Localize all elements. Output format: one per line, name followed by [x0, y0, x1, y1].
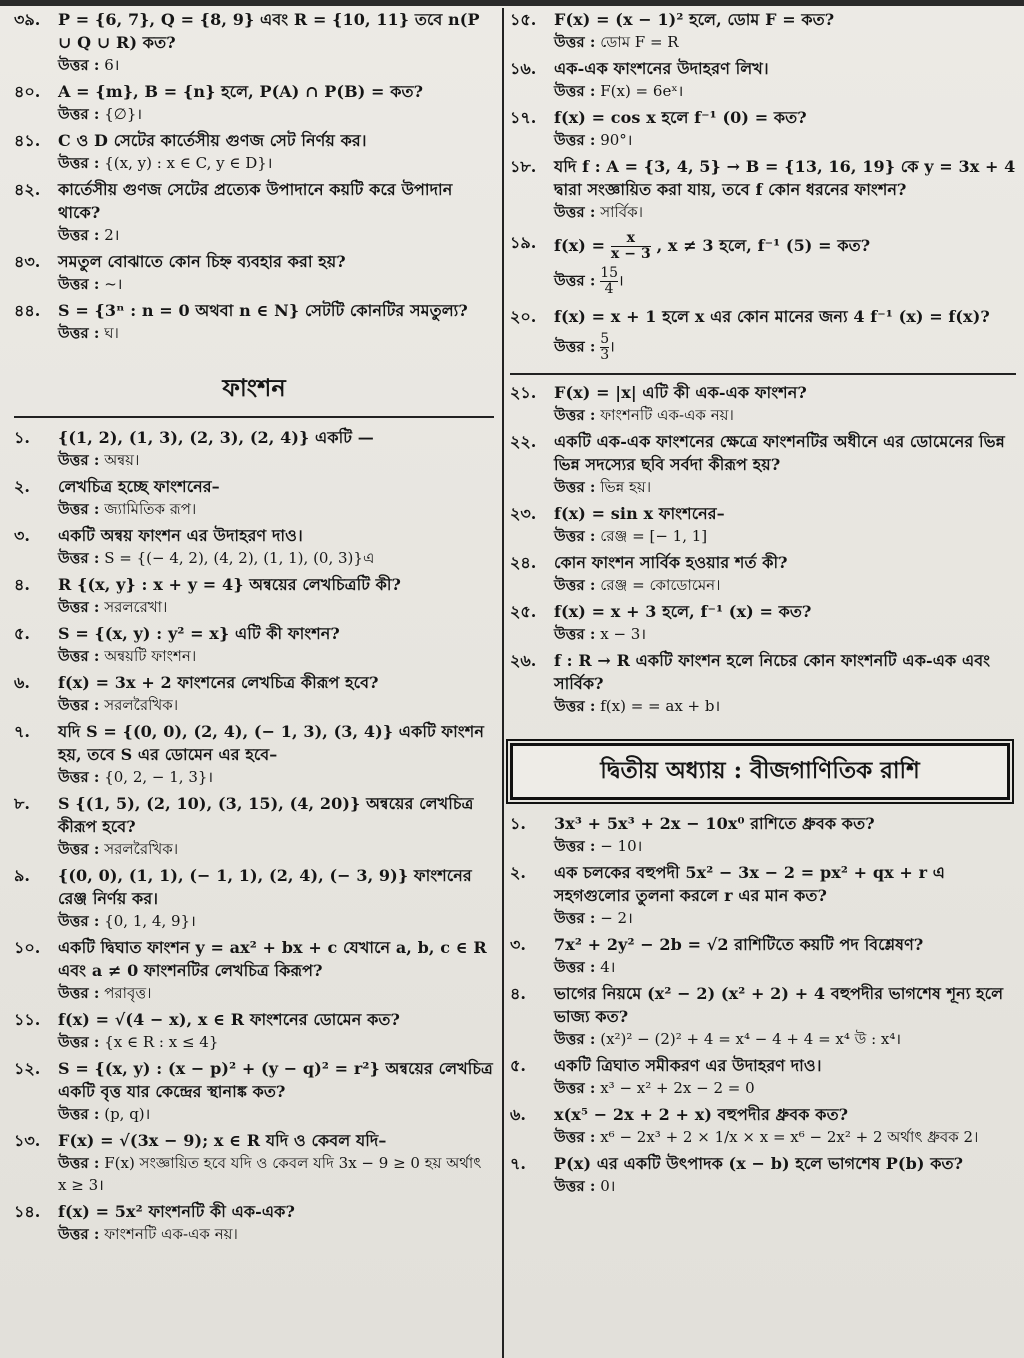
question-number: ১২. [14, 1059, 41, 1078]
question-item [510, 502, 1016, 525]
question-item [14, 1200, 494, 1223]
answer-suffix: । [609, 337, 615, 356]
question-item [14, 936, 494, 982]
question-text: {(0, 0), (1, 1), (− 1, 1), (2, 4), (− 3, 9)} ফাংশনের রেঞ্জ নির্ণয় কর। [58, 866, 472, 908]
answer [554, 695, 1016, 717]
fraction-denominator: 3 [600, 347, 610, 363]
answer-label: উত্তর : [58, 1154, 100, 1172]
question-number: ২৫. [510, 602, 537, 621]
answer-label: উত্তর : [58, 275, 100, 293]
question-item [510, 155, 1016, 201]
question-number: ৯. [14, 866, 30, 885]
question-number: ১০. [14, 938, 41, 957]
question-text: F(x) = (x − 1)² হলে, ডোম F = কত? [554, 10, 835, 29]
answer-text: ফাংশনটি এক-এক নয়। [104, 1225, 238, 1243]
answer [554, 31, 1016, 53]
question-number: ৩. [510, 935, 526, 954]
answer-text: ভিন্ন হয়। [600, 478, 652, 496]
question-number: ৩. [14, 526, 30, 545]
question-item [14, 622, 494, 645]
question-item [14, 178, 494, 224]
question-item [510, 982, 1016, 1028]
question-item [510, 1054, 1016, 1077]
answer [554, 1126, 1016, 1148]
answer [554, 80, 1016, 102]
question-number: ৩৯. [14, 10, 41, 29]
answer-text: 0। [600, 1177, 616, 1195]
question-item [510, 305, 1016, 328]
answer-label: উত্তর : [58, 226, 100, 244]
question-item [14, 129, 494, 152]
answer-text: ঘ। [104, 324, 119, 342]
answer-text: 90°। [600, 131, 633, 149]
question-text: যদি S = {(0, 0), (2, 4), (− 1, 3), (3, 4)} একটি ফাংশন হয়, তবে S এর ডোমেন এর হবে– [58, 722, 484, 764]
question-number: ২৪. [510, 553, 537, 572]
answer-label: উত্তর : [58, 984, 100, 1002]
answer-label: উত্তর : [58, 768, 100, 786]
answer-label: উত্তর : [554, 697, 596, 715]
answer-text: ~। [104, 275, 123, 293]
q19-fraction [611, 231, 651, 262]
answer [554, 525, 1016, 547]
answer [554, 623, 1016, 645]
question-number: ২২. [510, 432, 537, 451]
question-text: একটি দ্বিঘাত ফাংশন y = ax² + bx + c যেখানে a, b, c ∈ R এবং a ≠ 0 ফাংশনটির লেখচিত্র কিরূপ? [58, 938, 487, 980]
question-item [14, 1008, 494, 1031]
answer-text: 6। [104, 56, 120, 74]
question-number: ৪৩. [14, 252, 41, 271]
answer [58, 273, 494, 295]
answer-text: S = {(− 4, 2), (4, 2), (1, 1), (0, 3)}এ [104, 549, 375, 567]
answer-label: উত্তর : [58, 696, 100, 714]
answer-text: F(x) = 6eˣ। [600, 82, 684, 100]
answer [554, 574, 1016, 596]
question-item [14, 524, 494, 547]
answer-text: রেঞ্জ = [− 1, 1] [600, 527, 708, 545]
answer-label: উত্তর : [554, 1177, 596, 1195]
question-text: f(x) = √(4 − x), x ∈ R ফাংশনের ডোমেন কত? [58, 1010, 400, 1029]
question-number: ১. [14, 428, 30, 447]
question-item [510, 430, 1016, 476]
answer [554, 835, 1016, 857]
answer-label: উত্তর : [58, 647, 100, 665]
question-text: সমতুল বোঝাতে কোন চিহ্ন ব্যবহার করা হয়? [58, 252, 346, 271]
question-number: ৫. [510, 1056, 526, 1075]
answer-label: উত্তর : [554, 33, 596, 51]
fraction-numerator: 15 [600, 265, 619, 281]
question-number: ৪. [510, 984, 526, 1003]
answer-text: রেঞ্জ = কোডোমেন। [600, 576, 721, 594]
question-item [510, 57, 1016, 80]
answer-label: উত্তর : [58, 1033, 100, 1051]
answer-suffix: । [618, 271, 624, 290]
question-item [14, 573, 494, 596]
answer [554, 129, 1016, 151]
question-item [510, 933, 1016, 956]
question-list-sets [14, 8, 494, 344]
question-text: F(x) = √(3x − 9); x ∈ R যদি ও কেবল যদি– [58, 1131, 387, 1150]
question-number: ৪২. [14, 180, 41, 199]
answer-label: উত্তর : [554, 1128, 596, 1146]
question-text: একটি এক-এক ফাংশনের ক্ষেত্রে ফাংশনটির অধীনে এর ডোমেনের ভিন্ন ভিন্ন সদস্যের ছবি সর্বদা কীরূপ হয়? [554, 432, 1005, 474]
answer-text: 2। [104, 226, 120, 244]
answer-label: উত্তর : [58, 1105, 100, 1123]
answer-label: উত্তর : [554, 131, 596, 149]
answer-label: উত্তর : [554, 271, 596, 290]
answer-text: সরলরৈখিক। [104, 696, 179, 714]
answer [58, 694, 494, 716]
answer [554, 266, 1016, 297]
question-item [14, 80, 494, 103]
fraction-numerator: x [626, 230, 636, 246]
question-text: এক-এক ফাংশনের উদাহরণ লিখ। [554, 59, 769, 78]
answer [58, 766, 494, 788]
question-number: ৬. [14, 673, 30, 692]
question-item [510, 1103, 1016, 1126]
answer-label: উত্তর : [58, 549, 100, 567]
question-number: ১৬. [510, 59, 537, 78]
answer-text: সরলরৈখিক। [104, 840, 179, 858]
question-text: কোন ফাংশন সার্বিক হওয়ার শর্ত কী? [554, 553, 788, 572]
answer-label: উত্তর : [554, 576, 596, 594]
answer [554, 1175, 1016, 1197]
question-text: একটি ত্রিঘাত সমীকরণ এর উদাহরণ দাও। [554, 1056, 822, 1075]
answer-text: x⁶ − 2x³ + 2 × 1/x × x = x⁶ − 2x² + 2 অর্থাৎ ধ্রুবক 2। [600, 1128, 979, 1146]
fraction-numerator: 5 [600, 331, 610, 347]
answer [58, 645, 494, 667]
answer-label: উত্তর : [554, 625, 596, 643]
q19-suffix: , x ≠ 3 হলে, f⁻¹ (5) = কত? [656, 236, 871, 255]
answer [554, 201, 1016, 223]
fraction-denominator: 4 [600, 281, 618, 297]
question-number: ১৫. [510, 10, 537, 29]
answer-text: x³ − x² + 2x − 2 = 0 [600, 1079, 755, 1097]
answer-text: 4। [600, 958, 616, 976]
answer-text: {x ∈ R : x ≤ 4} [104, 1033, 219, 1051]
question-item [510, 600, 1016, 623]
answer [58, 54, 494, 76]
question-number: ২১. [510, 383, 537, 402]
question-text: 7x² + 2y² − 2b = √2 রাশিটিতে কয়টি পদ বিশ্লেষণ? [554, 935, 924, 954]
question-text: P(x) এর একটি উৎপাদক (x − b) হলে ভাগশেষ P(b) কত? [554, 1154, 964, 1173]
answer [58, 838, 494, 860]
question-number: ৭. [14, 722, 30, 741]
answer-label: উত্তর : [58, 154, 100, 172]
question-text: S {(1, 5), (2, 10), (3, 15), (4, 20)} অন্বয়ের লেখচিত্র কীরূপ হবে? [58, 794, 474, 836]
question-text: এক চলকের বহুপদী 5x² − 3x − 2 = px² + qx + r এ সহগগুলোর তুলনা করলে r এর মান কত? [554, 863, 946, 905]
question-list-function-cont [510, 8, 1016, 223]
answer-text: {(x, y) : x ∈ C, y ∈ D}। [104, 154, 273, 172]
question-item [14, 299, 494, 322]
question-text: F(x) = |x| এটি কী এক-এক ফাংশন? [554, 383, 807, 402]
answer-label: উত্তর : [554, 1079, 596, 1097]
answer [554, 404, 1016, 426]
answer-label: উত্তর : [58, 500, 100, 518]
top-rule [0, 0, 1024, 6]
question-item [14, 792, 494, 838]
answer-label: উত্তর : [554, 1030, 596, 1048]
question-number: ১৮. [510, 157, 537, 176]
question-item [14, 720, 494, 766]
question-text: f(x) = x + 1 হলে x এর কোন মানের জন্য 4 f⁻¹ (x) = f(x)? [554, 307, 990, 326]
question-number: ১৩. [14, 1131, 41, 1150]
question-item [510, 231, 1016, 262]
question-item [510, 861, 1016, 907]
answer-text: অন্বয়টি ফাংশন। [104, 647, 197, 665]
question-text: S = {3ⁿ : n = 0 অথবা n ∈ N} সেটটি কোনটির সমতুল্য? [58, 301, 468, 320]
question-item [510, 649, 1016, 695]
answer-label: উত্তর : [554, 203, 596, 221]
question-number: ১৪. [14, 1202, 41, 1221]
answer [58, 1152, 494, 1196]
question-number: ১. [510, 814, 526, 833]
answer [58, 103, 494, 125]
answer [58, 1223, 494, 1245]
question-text: f(x) = cos x হলে f⁻¹ (0) = কত? [554, 108, 807, 127]
column-divider [502, 8, 504, 1358]
left-column [14, 8, 494, 1249]
question-text: একটি অন্বয় ফাংশন এর উদাহরণ দাও। [58, 526, 303, 545]
question-item [14, 1057, 494, 1103]
question-item [14, 426, 494, 449]
answer [58, 596, 494, 618]
question-number: ১৭. [510, 108, 537, 127]
answer-text: F(x) সংজ্ঞায়িত হবে যদি ও কেবল যদি 3x − 9 ≥ 0 হয় অর্থাৎ x ≥ 3। [58, 1154, 482, 1194]
answer [58, 1031, 494, 1053]
section-rule [510, 373, 1016, 375]
question-list-algebra [510, 812, 1016, 1197]
answer-label: উত্তর : [554, 958, 596, 976]
section-title-function: ফাংশন [14, 370, 494, 418]
answer-text: অন্বয়। [104, 451, 140, 469]
question-item [510, 1152, 1016, 1175]
question-item [510, 8, 1016, 31]
answer-text: ডোম F = R [600, 33, 679, 51]
question-text: লেখচিত্র হচ্ছে ফাংশনের– [58, 477, 220, 496]
question-text: কার্তেসীয় গুণজ সেটের প্রত্যেক উপাদানে কয়টি করে উপাদান থাকে? [58, 180, 453, 222]
question-item [14, 864, 494, 910]
answer [58, 498, 494, 520]
answer-text: (x²)² − (2)² + 4 = x⁴ − 4 + 4 = x⁴ উ : x⁴। [600, 1030, 902, 1048]
question-number: ২৩. [510, 504, 537, 523]
question-number: ৬. [510, 1105, 526, 1124]
answer-label: উত্তর : [58, 105, 100, 123]
question-text: f(x) = sin x ফাংশনের– [554, 504, 725, 523]
answer-label: উত্তর : [554, 478, 596, 496]
answer [58, 152, 494, 174]
question-number: ৭. [510, 1154, 526, 1173]
question-number: ১৯. [510, 233, 537, 252]
question-item [510, 106, 1016, 129]
question-text: f(x) = x + 3 হলে, f⁻¹ (x) = কত? [554, 602, 812, 621]
question-item [510, 381, 1016, 404]
q19-prefix: f(x) = [554, 236, 606, 255]
answer-label: উত্তর : [58, 1225, 100, 1243]
answer [58, 910, 494, 932]
answer-text: সরলরেখা। [104, 598, 168, 616]
question-text: R {(x, y} : x + y = 4} অন্বয়ের লেখচিত্রটি কী? [58, 575, 402, 594]
answer-label: উত্তর : [554, 82, 596, 100]
question-number: ২. [14, 477, 30, 496]
question-text: x(x⁵ − 2x + 2 + x) বহুপদীর ধ্রুবক কত? [554, 1105, 849, 1124]
answer-label: উত্তর : [554, 527, 596, 545]
answer-text: পরাবৃত্ত। [104, 984, 152, 1002]
answer-fraction [600, 266, 618, 297]
question-number: ৮. [14, 794, 30, 813]
answer [554, 332, 1016, 363]
question-text: C ও D সেটের কার্তেসীয় গুণজ সেট নির্ণয় কর। [58, 131, 367, 150]
answer-label: উত্তর : [58, 56, 100, 74]
answer-text: {0, 1, 4, 9}। [104, 912, 196, 930]
question-text: f(x) = 5x² ফাংশনটি কী এক-এক? [58, 1202, 295, 1221]
answer-text: (p, q)। [104, 1105, 151, 1123]
question-text: f : R → R একটি ফাংশন হলে নিচের কোন ফাংশনটি এক-এক এবং সার্বিক? [554, 651, 991, 693]
answer [554, 1077, 1016, 1099]
answer-label: উত্তর : [58, 912, 100, 930]
question-text: A = {m}, B = {n} হলে, P(A) ∩ P(B) = কত? [58, 82, 424, 101]
answer-label: উত্তর : [58, 598, 100, 616]
question-list-function-end [510, 381, 1016, 717]
question-item [14, 671, 494, 694]
answer-text: f(x) = = ax + b। [600, 697, 721, 715]
question-text: S = {(x, y) : y² = x} এটি কী ফাংশন? [58, 624, 340, 643]
answer-text: জ্যামিতিক রূপ। [104, 500, 197, 518]
answer-label: উত্তর : [554, 837, 596, 855]
question-number: ৪৪. [14, 301, 41, 320]
answer-text: − 2। [600, 909, 633, 927]
answer [58, 449, 494, 471]
question-number: ২. [510, 863, 526, 882]
fraction-denominator: x − 3 [610, 246, 651, 262]
question-text: ভাগের নিয়মে (x² − 2) (x² + 2) + 4 বহুপদীর ভাগশেষ শূন্য হলে ভাজ্য কত? [554, 984, 1004, 1026]
question-item [14, 8, 494, 54]
question-item [14, 250, 494, 273]
question-number: ৪১. [14, 131, 41, 150]
chapter-title-box: দ্বিতীয় অধ্যায় : বীজগাণিতিক রাশি [510, 743, 1010, 800]
question-number: ৪০. [14, 82, 41, 101]
answer [58, 322, 494, 344]
question-number: ১১. [14, 1010, 41, 1029]
question-text: {(1, 2), (1, 3), (2, 3), (2, 4)} একটি — [58, 428, 374, 447]
question-text: S = {(x, y) : (x − p)² + (y − q)² = r²} অন্বয়ের লেখচিত্র একটি বৃত্ত যার কেন্দ্রের স্থানাঙ্ক কত? [58, 1059, 493, 1101]
answer-label: উত্তর : [58, 324, 100, 342]
question-number: ৫. [14, 624, 30, 643]
answer-fraction [600, 332, 609, 363]
answer [58, 982, 494, 1004]
question-text: f(x) = 3x + 2 ফাংশনের লেখচিত্র কীরূপ হবে? [58, 673, 379, 692]
question-item [510, 812, 1016, 835]
answer-text: − 10। [600, 837, 643, 855]
answer-text: x − 3। [600, 625, 647, 643]
answer-label: উত্তর : [554, 909, 596, 927]
answer-label: উত্তর : [554, 337, 596, 356]
answer-text: ফাংশনটি এক-এক নয়। [600, 406, 734, 424]
question-item [14, 475, 494, 498]
answer-label: উত্তর : [554, 406, 596, 424]
right-column [510, 8, 1016, 1201]
question-number: ২০. [510, 307, 537, 326]
question-text: যদি f : A = {3, 4, 5} → B = {13, 16, 19} কে y = 3x + 4 দ্বারা সংজ্ঞায়িত করা যায়, তবে f কোন ধরনের ফাংশন? [554, 157, 1016, 199]
question-number: ২৬. [510, 651, 537, 670]
question-item [14, 1129, 494, 1152]
answer [58, 1103, 494, 1125]
answer-label: উত্তর : [58, 840, 100, 858]
question-text: 3x³ + 5x³ + 2x − 10x⁰ রাশিতে ধ্রুবক কত? [554, 814, 875, 833]
answer [58, 547, 494, 569]
answer-label: উত্তর : [58, 451, 100, 469]
question-number: ৪. [14, 575, 30, 594]
answer [58, 224, 494, 246]
question-list-function [14, 426, 494, 1245]
answer [554, 1028, 1016, 1050]
answer-text: সার্বিক। [600, 203, 643, 221]
question-item [510, 551, 1016, 574]
answer-text: {∅}। [104, 105, 143, 123]
answer [554, 907, 1016, 929]
answer [554, 476, 1016, 498]
answer-text: {0, 2, − 1, 3}। [104, 768, 214, 786]
question-text: P = {6, 7}, Q = {8, 9} এবং R = {10, 11} তবে n(P ∪ Q ∪ R) কত? [58, 10, 480, 52]
question-text [554, 231, 1016, 262]
answer [554, 956, 1016, 978]
